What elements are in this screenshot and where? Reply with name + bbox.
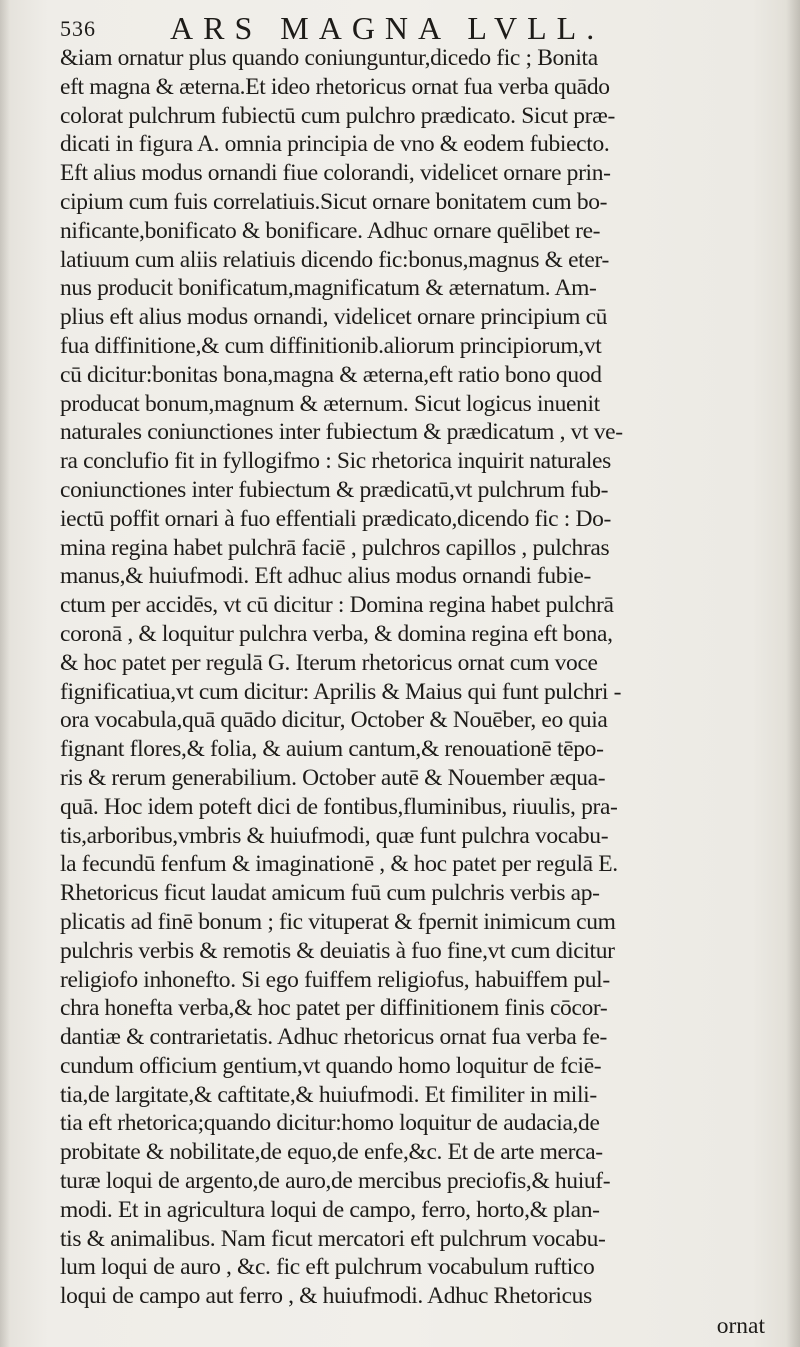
text-line: ra conclufio fit in fyllogifmo : Sic rhetorica inquirit naturales xyxy=(60,448,611,475)
text-line: probitate & nobilitate,de equo,de enfe,&c. Et de arte merca- xyxy=(60,1139,603,1166)
text-line: dicati in figura A. omnia principia de vno & eodem fubiecto. xyxy=(60,131,610,158)
text-line: fignant flores,& folia, & auium cantum,& renouationē tēpo- xyxy=(60,736,604,763)
text-line: ris & rerum generabilium. October autē & Nouember æqua- xyxy=(60,764,606,791)
text-line: coronā , & loquitur pulchra verba, & domina regina eft bona, xyxy=(60,620,613,647)
text-line: & hoc patet per regulā G. Iterum rhetoricus ornat cum voce xyxy=(60,649,598,676)
text-line: tis & animalibus. Nam ficut mercatori eft pulchrum vocabu- xyxy=(60,1225,606,1252)
text-line: iectū poffit ornari à fuo effentiali prædicato,dicendo fic : Do- xyxy=(60,505,611,532)
page-header xyxy=(60,6,770,46)
page-number: 536 xyxy=(60,16,96,41)
text-line: cipium cum fuis correlatiuis.Sicut ornare bonitatem cum bo- xyxy=(60,188,608,215)
page-spine-shadow xyxy=(786,0,800,1347)
text-line: modi. Et in agricultura loqui de campo, ferro, horto,& plan- xyxy=(60,1196,600,1223)
text-line: Eft alius modus ornandi fiue colorandi, videlicet ornare prin- xyxy=(60,160,611,187)
text-line: ctum per accidēs, vt cū dicitur : Domina regina habet pulchrā xyxy=(60,592,614,619)
text-line: latiuum cum aliis relatiuis dicendo fic:bonus,magnus & eter- xyxy=(60,246,609,273)
text-line: tis,arboribus,vmbris & huiufmodi, quæ funt pulchra vocabu- xyxy=(60,822,609,849)
text-line: turæ loqui de argento,de auro,de mercibus preciofis,& huiuf- xyxy=(60,1168,611,1195)
text-line: tia,de largitate,& caftitate,& huiufmodi. Et fimiliter in mili- xyxy=(60,1081,597,1108)
text-line: fignificatiua,vt cum dicitur: Aprilis & Maius qui funt pulchri - xyxy=(60,678,622,705)
text-line: eft magna & æterna.Et ideo rhetoricus ornat fua verba quādo xyxy=(60,73,610,100)
text-line: pulchris verbis & remotis & deuiatis à fuo fine,vt cum dicitur xyxy=(60,937,615,964)
catchword: ornat xyxy=(716,1313,765,1340)
text-line: chra honefta verba,& hoc patet per diffinitionem finis cōcor- xyxy=(60,995,608,1022)
text-line: manus,& huiufmodi. Eft adhuc alius modus ornandi fubie- xyxy=(60,563,591,590)
text-line: &iam ornatur plus quando coniunguntur,dicedo fic ; Bonita xyxy=(60,45,598,71)
text-line: nificante,bonificato & bonificare. Adhuc ornare quēlibet re- xyxy=(60,217,601,244)
text-line: la fecundū fenfum & imaginationē , & hoc patet per regulā E. xyxy=(60,851,618,878)
text-line: tia eft rhetorica;quando dicitur:homo loquitur de audacia,de xyxy=(60,1110,600,1137)
text-line: plicatis ad finē bonum ; fic vituperat & fpernit inimicum cum xyxy=(60,908,616,935)
text-line: dantiæ & contrarietatis. Adhuc rhetoricus ornat fua verba fe- xyxy=(60,1024,608,1051)
text-line: religiofo inhonefto. Si ego fuiffem religiofus, habuiffem pul- xyxy=(60,966,610,993)
running-title: ARS MAGNA LVLL. xyxy=(170,10,605,46)
text-line: lum loqui de auro , &c. fic eft pulchrum vocabulum ruftico xyxy=(60,1254,595,1281)
text-line: plius eft alius modus ornandi, videlicet ornare principium cū xyxy=(60,304,608,331)
page-left-shadow xyxy=(0,0,10,1347)
text-line: colorat pulchrum fubiectū cum pulchro prædicato. Sicut præ- xyxy=(60,102,615,129)
text-line: loqui de campo aut ferro , & huiufmodi. Adhuc Rhetoricus xyxy=(60,1283,592,1310)
text-line: nus producit bonificatum,magnificatum & æternatum. Am- xyxy=(60,275,597,302)
text-line: quā. Hoc idem poteft dici de fontibus,fluminibus, riuulis, pra- xyxy=(60,793,618,820)
text-line: coniunctiones inter fubiectum & prædicatū,vt pulchrum fub- xyxy=(60,476,609,503)
body-text xyxy=(60,44,785,1341)
text-line: naturales coniunctiones inter fubiectum & prædicatum , vt ve- xyxy=(60,419,623,446)
text-line: producat bonum,magnum & æternum. Sicut logicus inuenit xyxy=(60,390,600,417)
text-line: Rhetoricus ficut laudat amicum fuū cum pulchris verbis ap- xyxy=(60,880,600,907)
text-line: cundum officium gentium,vt quando homo loquitur de fciē- xyxy=(60,1052,602,1079)
text-line: mina regina habet pulchrā faciē , pulchros capillos , pulchras xyxy=(60,534,610,561)
text-line: fua diffinitione,& cum diffinitionib.aliorum principiorum,vt xyxy=(60,332,602,359)
text-line: ora vocabula,quā quādo dicitur, October & Nouēber, eo quia xyxy=(60,707,608,734)
text-line: cū dicitur:bonitas bona,magna & æterna,eft ratio bono quod xyxy=(60,361,602,388)
